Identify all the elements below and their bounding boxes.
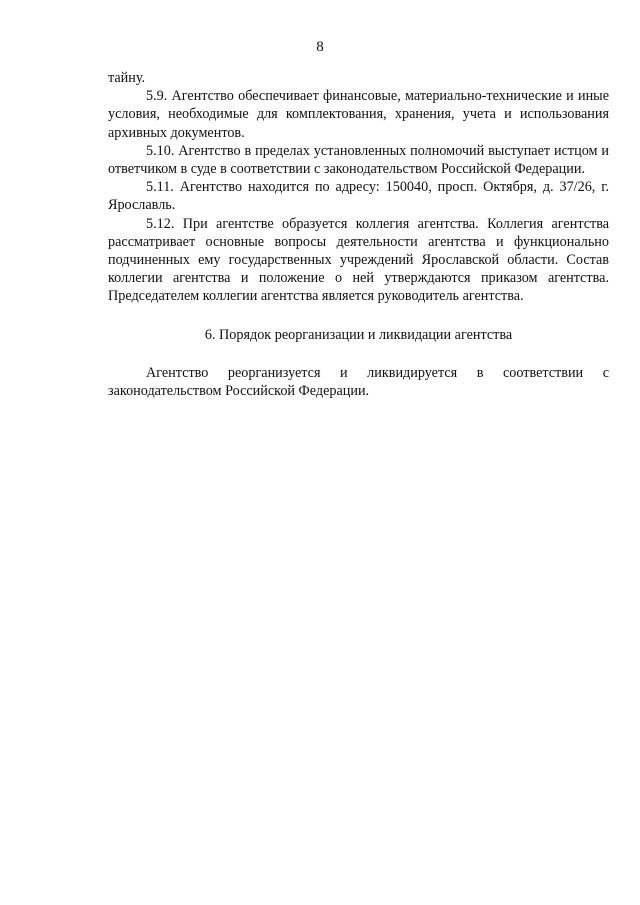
paragraph-5-12: 5.12. При агентстве образуется коллегия агентства. Коллегия агентства рассматривает основные вопросы деятельности агентства и функционально подчиненных ему государственных учреждений Ярославской области. Состав коллегии агентства и положение о ней утверждаются приказом агентства. Председателем коллегии агентства является руководитель агентства. (108, 215, 609, 305)
paragraph-5-10: 5.10. Агентство в пределах установленных полномочий выступает истцом и ответчиком в суде в соответствии с законодательством Российской Федерации. (108, 142, 609, 178)
paragraph-section-6: Агентство реорганизуется и ликвидируется в соответствии с законодательством Российской Федерации. (108, 364, 609, 400)
paragraph-5-11: 5.11. Агентство находится по адресу: 150040, просп. Октября, д. 37/26, г. Ярославль. (108, 179, 609, 214)
paragraph-continuation: тайну. (108, 70, 146, 86)
page-number: 8 (316, 39, 324, 55)
section-heading: 6. Порядок реорганизации и ликвидации агентства (204, 326, 513, 343)
paragraph-5-9: 5.9. Агентство обеспечивает финансовые, материально-технические и иные условия, необходимые для комплектования, хранения, учета и использования архивных документов. (108, 88, 609, 141)
document-body (108, 69, 609, 400)
